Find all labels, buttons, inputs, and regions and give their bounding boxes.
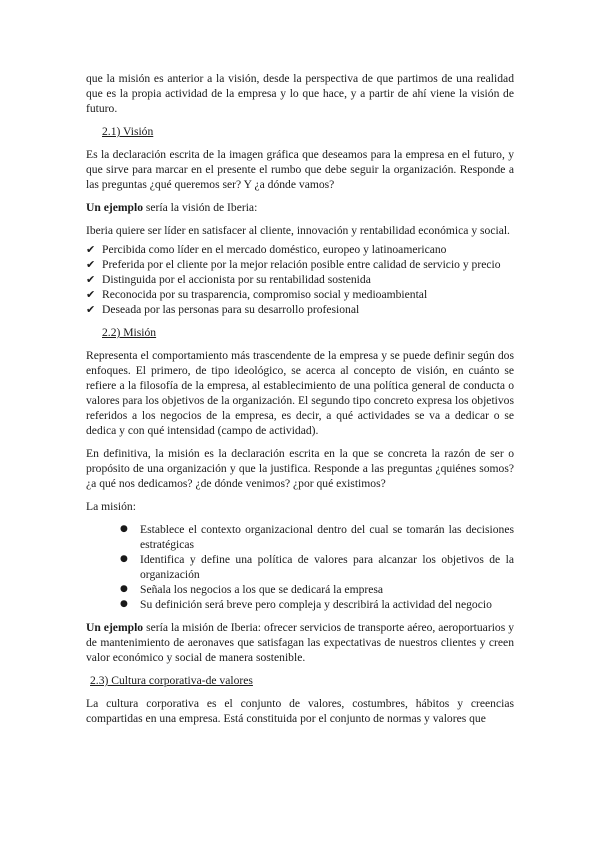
intro-paragraph: que la misión es anterior a la visión, desde la perspectiva de que partimos de una realidad que es la propia actividad de la empresa y lo que hace, y a partir de ahí viene la visión de futuro. bbox=[86, 72, 514, 115]
cultura-paragraph: La cultura corporativa es el conjunto de valores, costumbres, hábitos y creencias compartidas en una empresa. Está constituida por el conjunto de normas y valores que bbox=[86, 697, 514, 725]
iberia-vision-text: Iberia quiere ser líder en satisfacer al cliente, innovación y rentabilidad económica y social. bbox=[86, 224, 510, 237]
vision-example-intro bbox=[86, 200, 514, 215]
list-item: ● Identifica y define una política de valores para alcanzar los objetivos de la organización bbox=[120, 553, 514, 581]
check-icon: ✔ bbox=[86, 243, 96, 256]
example-label-rest: sería la visión de Iberia: bbox=[143, 201, 258, 214]
mision-bullet-list bbox=[86, 522, 514, 612]
check-icon: ✔ bbox=[86, 258, 96, 271]
list-item: ✔ Percibida como líder en el mercado doméstico, europeo y latinoamericano bbox=[86, 243, 447, 256]
bullet-dot-icon: ● bbox=[120, 554, 128, 564]
vision-definition: Es la declaración escrita de la imagen gráfica que deseamos para la empresa en el futuro, y que sirve para marcar en el presente el rumbo que debe seguir la organización. Responde a las preguntas ¿qué queremos ser? Y ¿a dónde vamos? bbox=[86, 148, 514, 191]
page-content bbox=[86, 71, 514, 734]
list-item: ● Su definición será breve pero compleja y describirá la actividad del negocio bbox=[120, 598, 492, 611]
mision-label: La misión: bbox=[86, 500, 136, 513]
example-label-bold: Un ejemplo bbox=[86, 201, 143, 214]
example-label-bold: Un ejemplo bbox=[86, 621, 144, 634]
check-icon: ✔ bbox=[86, 273, 96, 286]
list-item: ✔ Reconocida por su trasparencia, compromiso social y medioambiental bbox=[86, 288, 428, 301]
mision-example-text: sería la misión de Iberia: ofrecer servicios de transporte aéreo, aeroportuarios y de mantenimiento de aeronaves que satisfagan las expectativas de nuestros clientes y creen valor económico y social de manera sostenible. bbox=[86, 621, 515, 664]
mision-paragraph-1: Representa el comportamiento más trascendente de la empresa y se puede definir según dos enfoques. El primero, de tipo ideológico, se acerca al concepto de visión, en cuánto se refiere a la filosofía de la empresa, al establecimiento de una política general de conducta o valores para los objetivos de la organización. El segundo tipo concreto expresa los objetivos referidos a los negocios de la empresa, es decir, a qué actividades se va a dedicar o se dedica y con qué intensidad (campo de actividad). bbox=[86, 349, 514, 437]
mision-paragraph-2: En definitiva, la misión es la declaración escrita en la que se concreta la razón de ser o propósito de una organización y que la justifica. Responde a las preguntas ¿quiénes somos? ¿a qué nos dedicamos? ¿de dónde venimos? ¿por qué existimos? bbox=[86, 447, 514, 490]
cultura-heading: 2.3) Cultura corporativa-de valores bbox=[90, 674, 253, 687]
list-item: ✔ Distinguida por el accionista por su rentabilidad sostenida bbox=[86, 273, 371, 286]
vision-heading: 2.1) Visión bbox=[102, 125, 154, 138]
check-icon: ✔ bbox=[86, 303, 96, 316]
bullet-dot-icon: ● bbox=[120, 584, 128, 594]
list-item: ● Señala los negocios a los que se dedicará la empresa bbox=[120, 583, 384, 596]
list-item: ✔ Preferida por el cliente por la mejor relación posible entre calidad de servicio y precio bbox=[86, 258, 501, 271]
check-icon: ✔ bbox=[86, 288, 96, 301]
list-item: ● Establece el contexto organizacional dentro del cual se tomarán las decisiones estratégicas bbox=[120, 523, 514, 551]
bullet-dot-icon: ● bbox=[120, 524, 128, 534]
mision-heading: 2.2) Misión bbox=[102, 326, 157, 339]
list-item: ✔ Deseada por las personas para su desarrollo profesional bbox=[86, 303, 360, 316]
mision-example bbox=[86, 620, 514, 665]
vision-bullet-list bbox=[86, 242, 514, 317]
bullet-dot-icon: ● bbox=[120, 599, 128, 609]
